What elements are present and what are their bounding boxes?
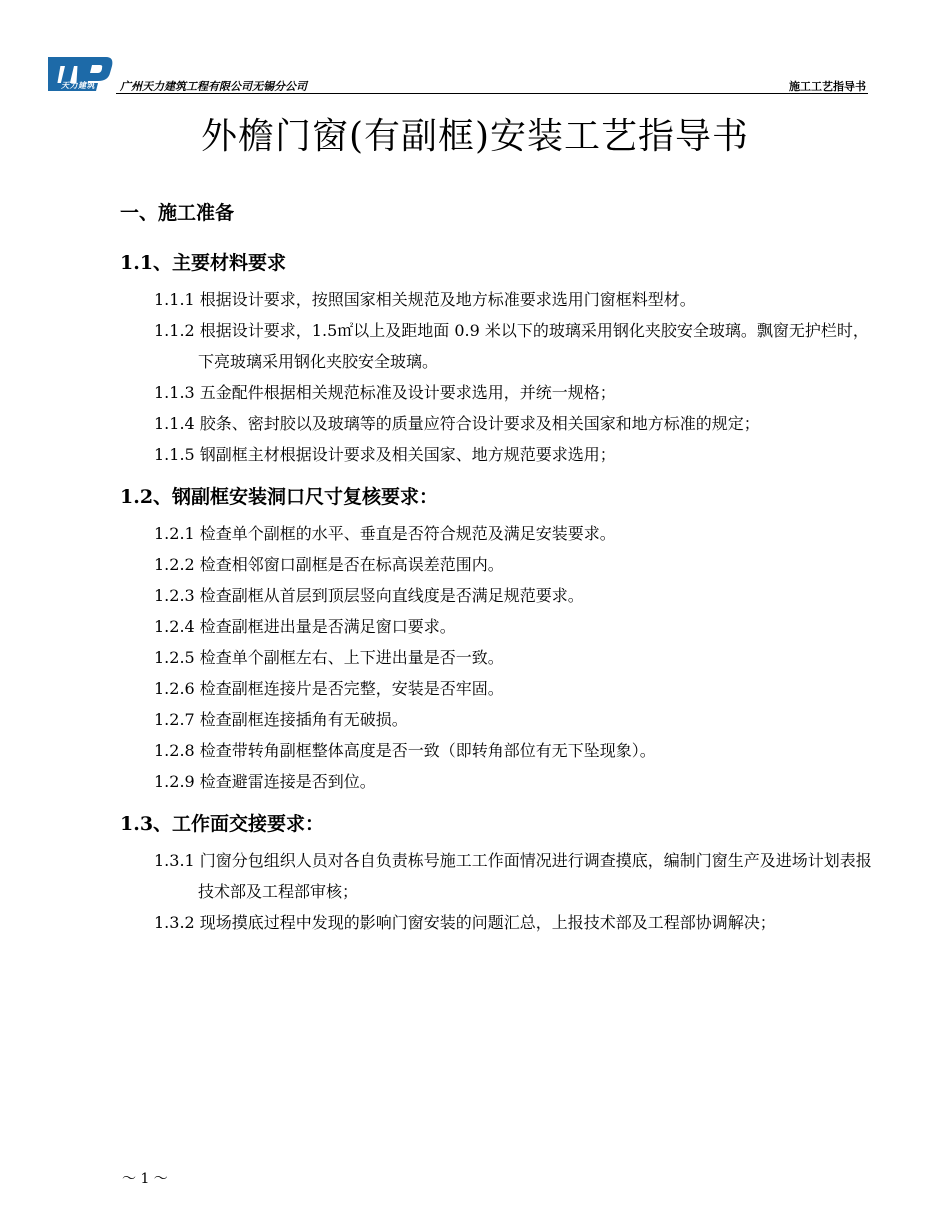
list-item: 1.2.2 检查相邻窗口副框是否在标高误差范围内。 <box>154 555 504 574</box>
list-item: 1.3.2 现场摸底过程中发现的影响门窗安装的问题汇总，上报技术部及工程部协调解决； <box>154 913 776 932</box>
section-heading-1: 一、施工准备 <box>120 202 235 224</box>
page-number: ～ 1 ～ <box>122 1171 168 1187</box>
list-item: 1.2.6 检查副框连接片是否完整，安装是否牢固。 <box>154 679 504 698</box>
list-item: 1.2.1 检查单个副框的水平、垂直是否符合规范及满足安装要求。 <box>154 524 616 543</box>
logo-text: 天力建筑 <box>61 81 95 90</box>
list-item: 1.1.5 钢副框主材根据设计要求及相关国家、地方规范要求选用； <box>154 445 616 464</box>
list-item: 1.2.5 检查单个副框左右、上下进出量是否一致。 <box>154 648 504 667</box>
list-item: 1.2.4 检查副框进出量是否满足窗口要求。 <box>154 617 456 636</box>
list-item: 1.1.4 胶条、密封胶以及玻璃等的质量应符合设计要求及相关国家和地方标准的规定； <box>154 414 760 433</box>
document-type: 施工工艺指导书 <box>789 80 866 93</box>
list-item: 1.2.7 检查副框连接插角有无破损。 <box>154 710 408 729</box>
section-heading-1-1: 1.1、主要材料要求 <box>120 252 287 274</box>
section-heading-1-2: 1.2、钢副框安装洞口尺寸复核要求： <box>120 486 439 508</box>
list-1-3 <box>120 845 872 938</box>
list-item: 1.1.1 根据设计要求，按照国家相关规范及地方标准要求选用门窗框料型材。 <box>154 290 696 309</box>
list-1-2 <box>120 518 872 797</box>
document-body <box>120 196 872 948</box>
list-item: 1.1.2 根据设计要求，1.5㎡以上及距地面 0.9 米以下的玻璃采用钢化夹胶安全玻璃。飘窗无护栏时，下亮玻璃采用钢化夹胶安全玻璃。 <box>154 321 869 371</box>
list-item: 1.2.8 检查带转角副框整体高度是否一致（即转角部位有无下坠现象）。 <box>154 741 656 760</box>
list-item: 1.2.9 检查避雷连接是否到位。 <box>154 772 376 791</box>
page-title: 外檐门窗(有副框)安装工艺指导书 <box>200 116 750 157</box>
list-1-1 <box>120 284 872 470</box>
company-name: 广州天力建筑工程有限公司无锡分公司 <box>120 80 307 93</box>
list-item: 1.2.3 检查副框从首层到顶层竖向直线度是否满足规范要求。 <box>154 586 584 605</box>
list-item: 1.1.3 五金配件根据相关规范标准及设计要求选用，并统一规格； <box>154 383 616 402</box>
section-heading-1-3: 1.3、工作面交接要求： <box>120 813 325 835</box>
page-header <box>48 50 868 94</box>
list-item: 1.3.1 门窗分包组织人员对各自负责栋号施工工作面情况进行调查摸底，编制门窗生产及进场计划表报技术部及工程部审核； <box>154 851 872 901</box>
header-rule <box>116 93 868 94</box>
